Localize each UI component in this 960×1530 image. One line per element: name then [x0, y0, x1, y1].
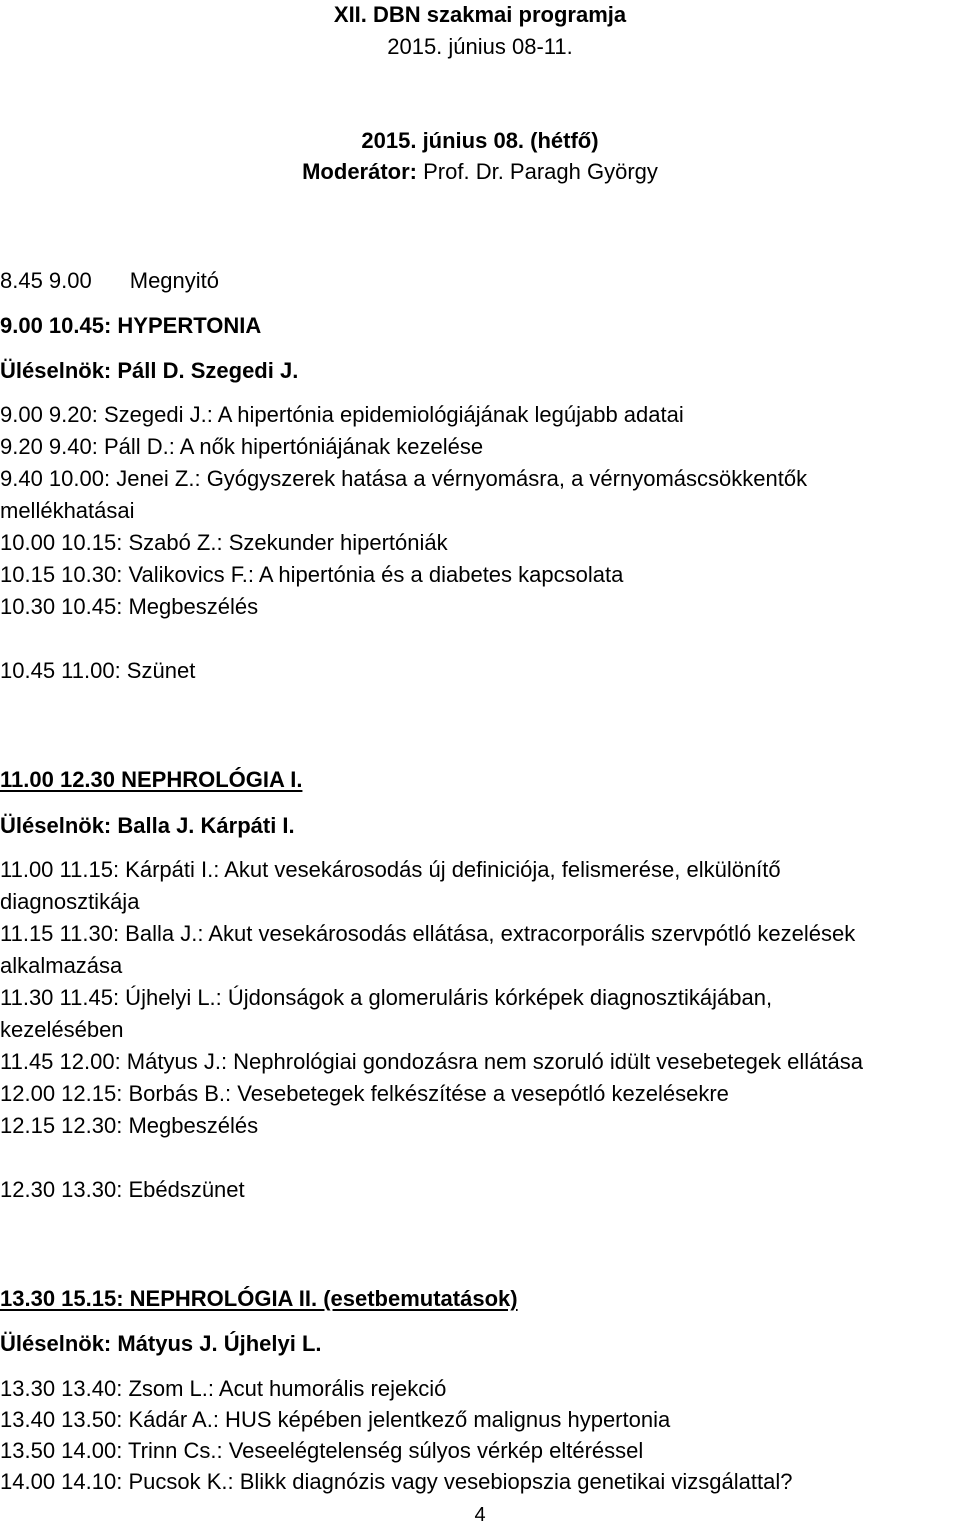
- page-number: 4: [474, 1504, 486, 1526]
- opening-label: Megnyitó: [129, 268, 220, 293]
- moderator-name: Prof. Dr. Paragh György: [423, 159, 658, 184]
- program-item-continuation: mellékhatásai: [0, 498, 135, 523]
- program-item-continuation: alkalmazása: [0, 953, 123, 978]
- break-item: 12.30 13.30: Ebédszünet: [0, 1177, 245, 1202]
- program-item: 12.00 12.15: Borbás B.: Vesebetegek felkészítése a vesepótló kezelésekre: [0, 1081, 729, 1106]
- program-item: 13.50 14.00: Trinn Cs.: Veseelégtelenség súlyos vérkép eltéréssel: [0, 1438, 644, 1463]
- day-heading: 2015. június 08. (hétfő): [361, 128, 599, 153]
- program-item: 12.15 12.30: Megbeszélés: [0, 1113, 259, 1138]
- session-chairs: Üléselnök: Mátyus J. Újhelyi L.: [0, 1331, 322, 1356]
- moderator-label: Moderátor:: [302, 159, 417, 184]
- opening-time: 8.45 9.00: [0, 268, 92, 293]
- program-item: 10.15 10.30: Valikovics F.: A hipertónia és a diabetes kapcsolata: [0, 562, 624, 587]
- opening-line: [0, 266, 219, 296]
- break-item: 10.45 11.00: Szünet: [0, 658, 196, 683]
- session-title: 11.00 12.30 NEPHROLÓGIA I.: [0, 767, 303, 792]
- program-item: 13.40 13.50: Kádár A.: HUS képében jelentkező malignus hypertonia: [0, 1407, 671, 1432]
- program-item: 11.15 11.30: Balla J.: Akut vesekárosodás ellátása, extracorporális szervpótló kezelések: [0, 921, 856, 946]
- program-item: 10.30 10.45: Megbeszélés: [0, 594, 259, 619]
- program-item: 11.00 11.15: Kárpáti I.: Akut vesekárosodás új definiciója, felismerése, elkülönítő: [0, 857, 781, 882]
- program-item: 9.00 9.20: Szegedi J.: A hipertónia epidemiológiájának legújabb adatai: [0, 402, 684, 427]
- event-dates: 2015. június 08-11.: [387, 34, 573, 59]
- moderator-line: [0, 157, 960, 187]
- program-item: 13.30 13.40: Zsom L.: Acut humorális rejekció: [0, 1376, 447, 1401]
- program-item-continuation: kezelésében: [0, 1017, 124, 1042]
- program-item: 14.00 14.10: Pucsok K.: Blikk diagnózis vagy vesebiopszia genetikai vizsgálattal?: [0, 1469, 793, 1494]
- program-item: 9.40 10.00: Jenei Z.: Gyógyszerek hatása a vérnyomásra, a vérnyomáscsökkentők: [0, 466, 808, 491]
- program-item: 10.00 10.15: Szabó Z.: Szekunder hipertóniák: [0, 530, 448, 555]
- session-chairs: Üléselnök: Balla J. Kárpáti I.: [0, 813, 295, 838]
- session-title: 9.00 10.45: HYPERTONIA: [0, 313, 262, 338]
- program-item-continuation: diagnosztikája: [0, 889, 140, 914]
- document-title: XII. DBN szakmai programja: [333, 2, 627, 27]
- session-title: 13.30 15.15: NEPHROLÓGIA II. (esetbemutatások): [0, 1286, 518, 1311]
- program-item: 11.45 12.00: Mátyus J.: Nephrológiai gondozásra nem szoruló idült vesebetegek ellátása: [0, 1049, 864, 1074]
- program-item: 11.30 11.45: Újhelyi L.: Újdonságok a glomeruláris kórképek diagnosztikájában,: [0, 985, 773, 1010]
- session-chairs: Üléselnök: Páll D. Szegedi J.: [0, 358, 299, 383]
- program-item: 9.20 9.40: Páll D.: A nők hipertóniájának kezelése: [0, 434, 484, 459]
